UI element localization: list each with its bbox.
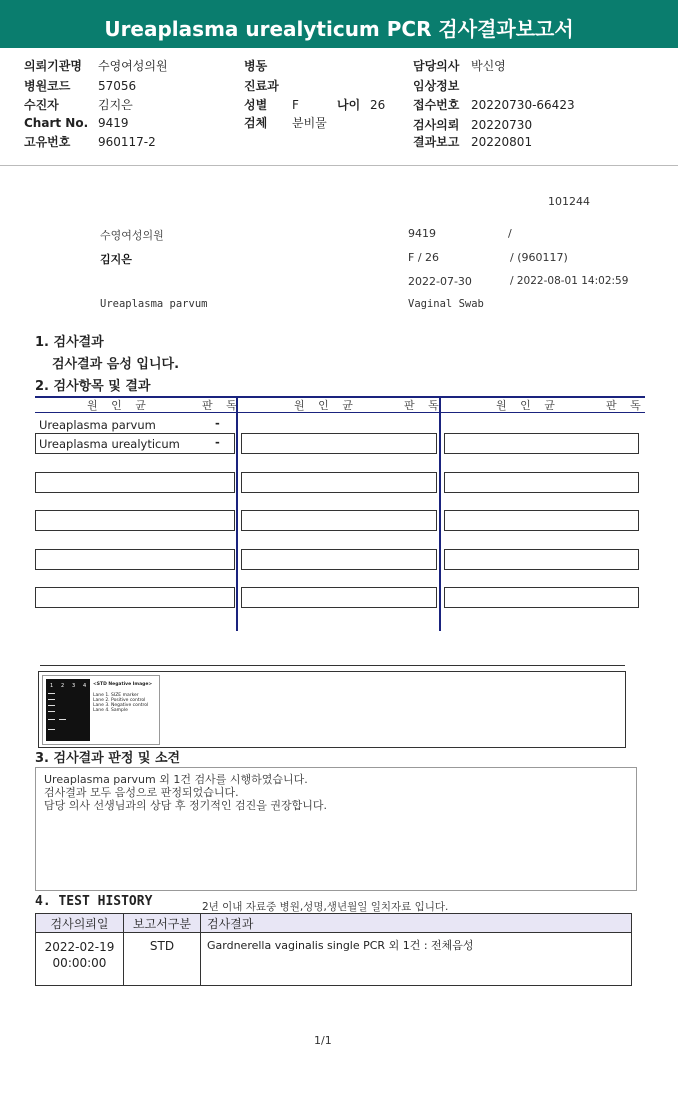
header-receipt-no: 접수번호 20220730-66423: [413, 98, 575, 112]
result-judgment: -: [215, 416, 220, 430]
header-doctor: 담당의사 박신영: [413, 59, 506, 73]
result-judgment: -: [215, 435, 220, 449]
comment-line: Ureaplasma parvum 외 1건 검사를 시행하였습니다.: [44, 773, 308, 786]
col-header-judgment-3: 판 독: [606, 399, 646, 412]
header-divider: [0, 165, 678, 166]
header-chart-no: Chart No. 9419: [24, 116, 129, 130]
info-specimen: Vaginal Swab: [408, 298, 484, 310]
gel-lanes: [46, 679, 90, 741]
result-cell: [241, 433, 437, 454]
history-time: 00:00:00: [52, 956, 107, 970]
report-code: 101244: [548, 195, 590, 208]
gel-legend-item: Lane 1. SIZE marker: [93, 693, 139, 698]
result-cell: [241, 549, 437, 570]
info-hospital: 수영여성의원: [100, 229, 164, 242]
header-hospital: 의뢰기관명 수영여성의원: [24, 59, 168, 73]
col-header-judgment-1: 판 독: [202, 399, 242, 412]
header-sex: 성별 F: [244, 98, 299, 112]
header-hospital-code: 병원코드 57056: [24, 79, 137, 93]
lane-number: 2: [61, 683, 65, 689]
result-cell: [444, 549, 639, 570]
result-cell: [35, 472, 235, 493]
info-sex-age: F / 26: [408, 251, 440, 264]
title-bar: [0, 0, 678, 48]
header-patient: 수진자 김지은: [24, 98, 133, 112]
col-header-organism-1: 원 인 균: [87, 399, 151, 412]
result-cell: [444, 587, 639, 608]
image-top-rule: [40, 665, 625, 666]
gel-band: [59, 719, 66, 720]
info-slash: /: [508, 227, 512, 240]
result-cell: [241, 587, 437, 608]
comment-line: 검사결과 모두 음성으로 판정되었습니다.: [44, 786, 239, 799]
results-col-divider-2: [439, 396, 441, 631]
history-date: 2022-02-19: [44, 940, 115, 954]
header-age: 나이 26: [337, 98, 386, 112]
result-organism: Ureaplasma parvum: [39, 418, 156, 432]
header-unique-no: 고유번호 960117-2: [24, 135, 156, 149]
comment-box: [35, 767, 637, 891]
result-organism: Ureaplasma urealyticum: [39, 437, 180, 451]
col-header-organism-2: 원 인 균: [294, 399, 358, 412]
history-date-cell: [36, 933, 124, 986]
info-request-date: 2022-07-30: [408, 275, 472, 288]
gel-band: [48, 693, 55, 694]
col-header-organism-3: 원 인 균: [496, 399, 560, 412]
lane-number: 1: [50, 683, 54, 689]
result-cell: [35, 510, 235, 531]
history-type: STD: [124, 933, 201, 986]
gel-band: [48, 699, 55, 700]
history-table: [35, 913, 632, 986]
result-cell: [444, 433, 639, 454]
history-col-type: 보고서구분: [124, 914, 201, 933]
info-report-datetime: / 2022-08-01 14:02:59: [510, 275, 629, 287]
section-1-result: 검사결과 음성 입니다.: [52, 357, 180, 372]
section-1-title: 1. 검사결과: [35, 335, 104, 350]
section-4-title: 4. TEST HISTORY: [35, 894, 153, 909]
gel-band: [48, 711, 55, 712]
history-result: Gardnerella vaginalis single PCR 외 1건 : 전체음성: [201, 933, 632, 986]
header-specimen: 검체 분비물: [244, 116, 327, 130]
gel-band: [48, 719, 55, 720]
result-cell: [35, 549, 235, 570]
history-col-date: 검사의뢰일: [36, 914, 124, 933]
history-col-result: 검사결과: [201, 914, 632, 933]
section-3-title: 3. 검사결과 판정 및 소견: [35, 751, 181, 766]
header-request-date: 검사의뢰 20220730: [413, 118, 533, 132]
header-ward: 병동: [244, 59, 268, 73]
info-birth: / (960117): [510, 251, 568, 264]
history-note: 2년 이내 자료중 병원,성명,생년월일 일치자료 입니다.: [202, 901, 449, 913]
gel-legend-item: Lane 3. Negative control: [93, 703, 149, 708]
header-department: 진료과: [244, 79, 279, 93]
header-report-date: 결과보고 20220801: [413, 135, 533, 149]
col-header-judgment-2: 판 독: [404, 399, 444, 412]
info-test: Ureaplasma parvum: [100, 298, 208, 310]
history-header-row: [36, 914, 632, 933]
result-cell: [444, 510, 639, 531]
page-number: 1/1: [314, 1034, 332, 1047]
gel-band: [48, 705, 55, 706]
info-patient: 김지은: [100, 253, 132, 266]
results-col-divider-1: [236, 396, 238, 631]
result-cell: [35, 587, 235, 608]
table-row: [36, 933, 632, 986]
report-title: Ureaplasma urealyticum PCR 검사결과보고서: [104, 17, 574, 41]
gel-image: [42, 675, 160, 745]
gel-band: [48, 729, 55, 730]
gel-legend-item: Lane 2. Positive control: [93, 698, 146, 703]
result-cell: [241, 472, 437, 493]
info-chart: 9419: [408, 227, 436, 240]
section-2-title: 2. 검사항목 및 결과: [35, 379, 151, 394]
comment-line: 담당 의사 선생님과의 상담 후 정기적인 검진을 권장합니다.: [44, 799, 327, 812]
lane-number: 4: [83, 683, 87, 689]
header-clinical-info: 임상정보: [413, 79, 460, 93]
gel-title: <STD Negative Image>: [93, 682, 153, 687]
result-cell: [241, 510, 437, 531]
lane-number: 3: [72, 683, 76, 689]
result-cell: [444, 472, 639, 493]
gel-legend-item: Lane 4. Sample: [93, 708, 128, 713]
